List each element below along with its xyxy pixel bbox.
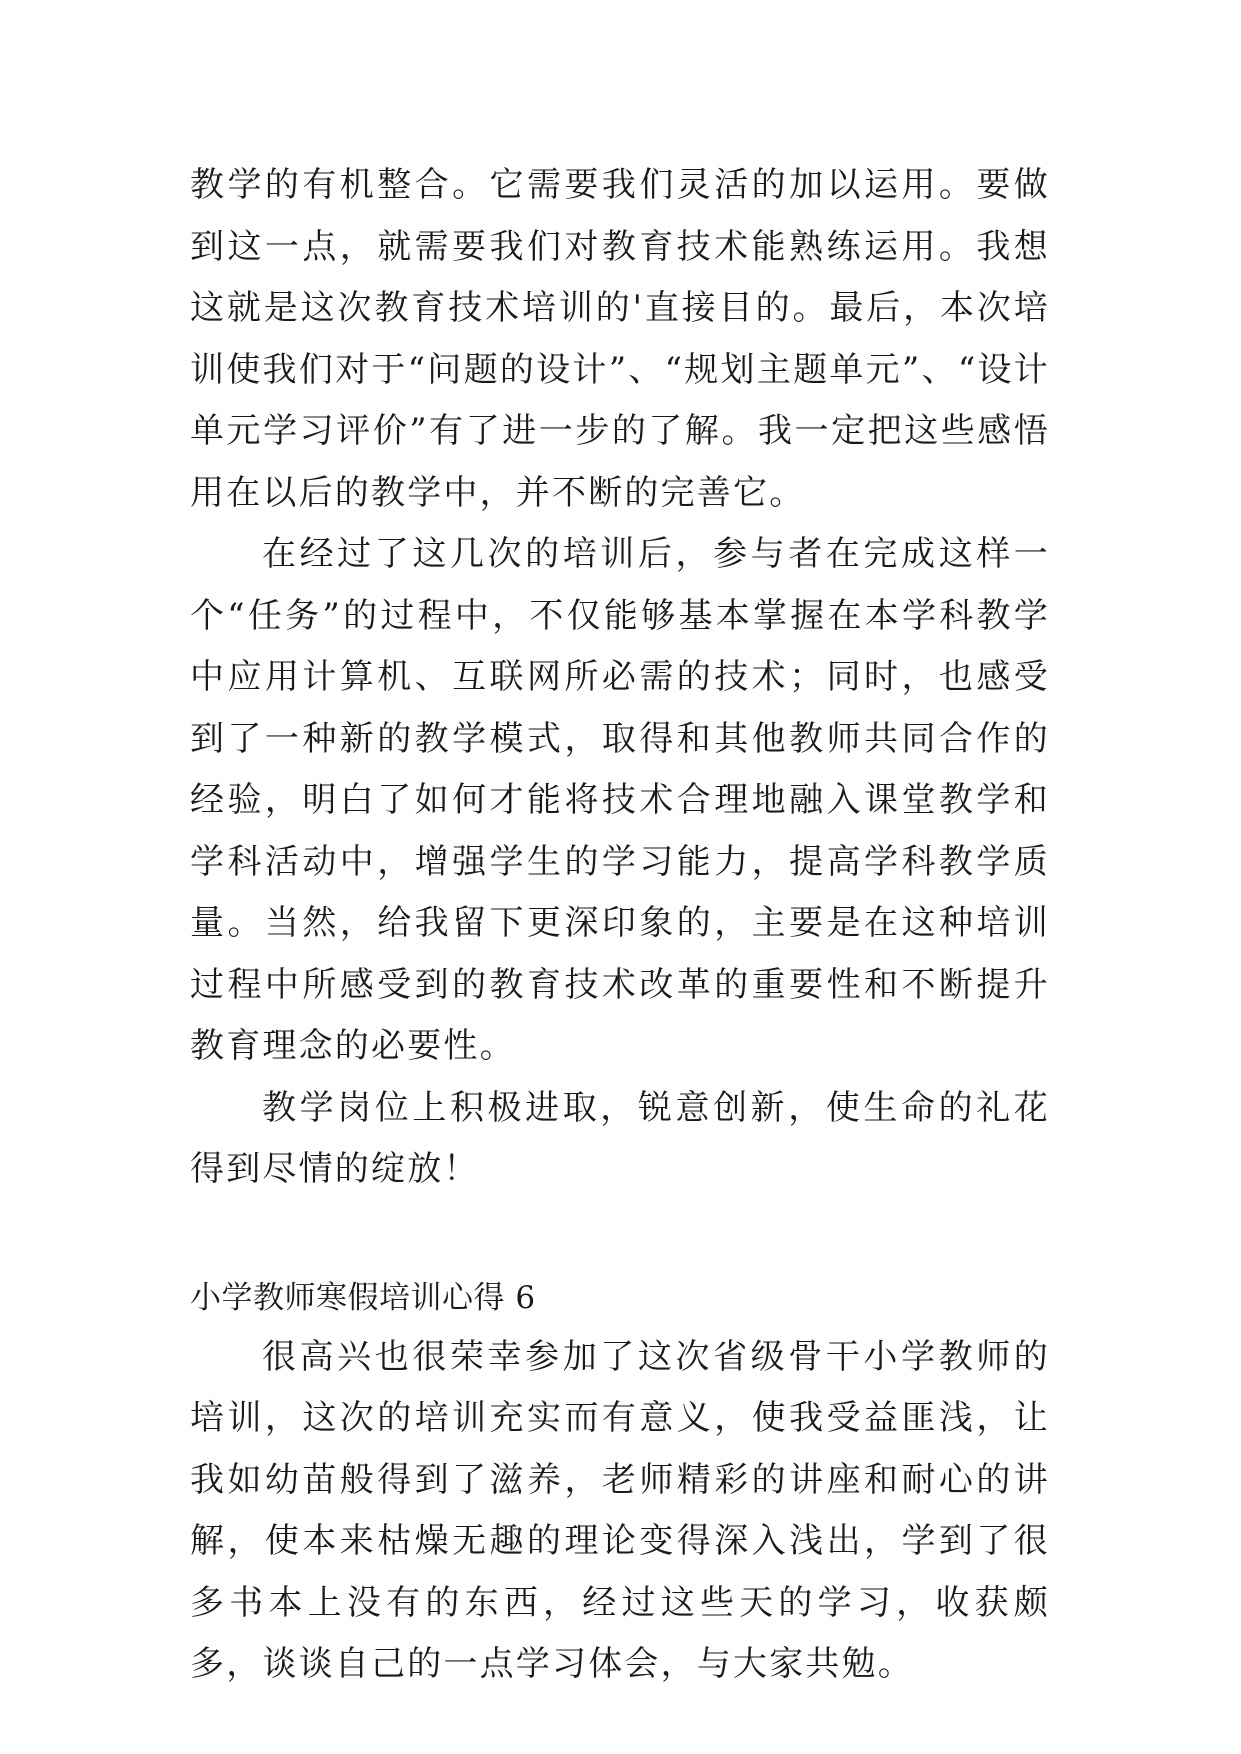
paragraph-training-experience: 在经过了这几次的培训后，参与者在完成这样一个“任务”的过程中，不仅能够基本掌握在本学科教学中应用计算机、互联网所必需的技术；同时，也感受到了一种新的教学模式，取得和其他教师共同合作的经验，明白了如何才能将技术合理地融入课堂教学和学科活动中，增强学生的学习能力，提高学科教学质量。当然，给我留下更深印象的，主要是在这种培训过程中所感受到的教育技术改革的重要性和不断提升教育理念的必要性。	[190, 534, 1050, 1066]
paragraph-conclusion: 教学岗位上积极进取，锐意创新，使生命的礼花得到尽情的绽放！	[190, 1087, 1050, 1189]
document-body	[190, 155, 1050, 1696]
paragraph-section-intro: 很高兴也很荣幸参加了这次省级骨干小学教师的培训，这次的培训充实而有意义，使我受益匪浅，让我如幼苗般得到了滋养，老师精彩的讲座和耐心的讲解，使本来枯燥无趣的理论变得深入浅出，学到了很多书本上没有的东西，经过这些天的学习，收获颇多，谈谈自己的一点学习体会，与大家共勉。	[190, 1336, 1050, 1684]
section-title: 小学教师寒假培训心得 6	[190, 1279, 536, 1316]
paragraph-continued: 教学的有机整合。它需要我们灵活的加以运用。要做到这一点，就需要我们对教育技术能熟练运用。我想这就是这次教育技术培训的'直接目的。最后，本次培训使我们对于“问题的设计”、“规划主题单元”、“设计单元学习评价”有了进一步的了解。我一定把这些感悟用在以后的教学中，并不断的完善它。	[190, 165, 1050, 513]
